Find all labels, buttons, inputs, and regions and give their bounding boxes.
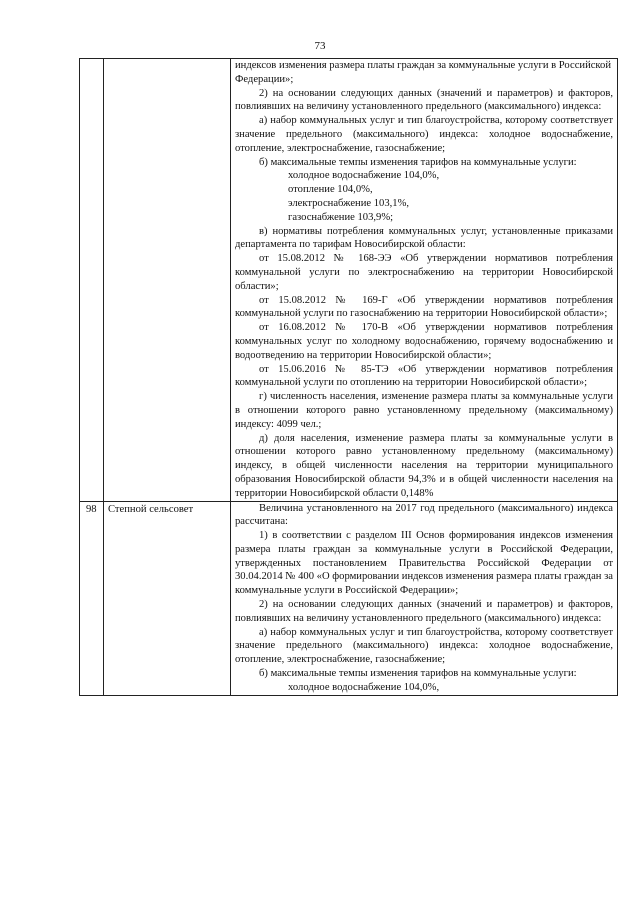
row-number: 98 — [86, 503, 97, 515]
order-reference: от 15.08.2012 № 169-Г «Об утверждении нормативов потребления коммунальной услуги по газоснабжению на территории Новосибирской области»; — [235, 294, 613, 320]
order-reference: от 16.08.2012 № 170-В «Об утверждении нормативов потребления коммунальных услуг по холодному водоснабжению, горячему водоснабжению и водоотведению на территории Новосибирской области»; — [235, 322, 613, 361]
justification-text — [231, 59, 617, 501]
settlement-name — [104, 59, 230, 60]
paragraph: 1) в соответствии с разделом III Основ формирования индексов изменения размера платы граждан за коммунальные услуги в Российской Федерации, утвержденных постановлением Правительства Российской Федерации от 30.04.2014 № 400 «О формировании индексов изменения размера платы граждан за коммунальные услуги в Российской Федерации»; — [235, 530, 613, 597]
tariff-item: отопление 104,0%, — [288, 184, 373, 196]
tariff-item: холодное водоснабжение 104,0%, — [288, 170, 440, 182]
tariff-item: холодное водоснабжение 104,0%, — [288, 681, 440, 693]
paragraph: д) доля населения, изменение размера платы за коммунальные услуги в отношении которого равно установленному предельному (максимальному) индексу, в общей численности населения на территории муниципального образования Новосибирской области 94,3% и в общей численности населения на территории Новосибирской области 0,148% — [235, 432, 613, 499]
paragraph: б) максимальные темпы изменения тарифов на коммунальные услуги: — [259, 668, 577, 680]
order-reference: от 15.06.2016 № 85-ТЭ «Об утверждении нормативов потребления коммунальной услуги по отоплению на территории Новосибирской области»; — [235, 363, 613, 389]
paragraph: Величина установленного на 2017 год предельного (максимального) индекса рассчитана: — [235, 502, 613, 528]
tariff-index-table — [79, 58, 618, 696]
row-number — [80, 59, 103, 60]
settlement-name: Степной сельсовет — [108, 503, 194, 515]
paragraph: 2) на основании следующих данных (значений и параметров) и факторов, повлиявших на величину установленного предельного (максимального) индекса: — [235, 87, 613, 113]
paragraph: а) набор коммунальных услуг и тип благоустройства, которому соответствует значение предельного (максимального) индекса: холодное водоснабжение, отопление, электроснабжение, газоснабжение; — [235, 626, 613, 666]
justification-cell — [231, 59, 618, 502]
settlement-name-cell — [104, 59, 231, 502]
settlement-name-cell — [104, 501, 231, 695]
justification-cell — [231, 501, 618, 695]
table-row-98 — [80, 501, 618, 695]
table-row-continuation — [80, 59, 618, 502]
paragraph: а) набор коммунальных услуг и тип благоустройства, которому соответствует значение предельного (максимального) индекса: холодное водоснабжение, отопление, электроснабжение, газоснабжение; — [235, 115, 613, 154]
paragraph: индексов изменения размера платы граждан за коммунальные услуги в Российской Федерации»; — [235, 60, 612, 85]
justification-text — [231, 502, 617, 695]
paragraph: 2) на основании следующих данных (значений и параметров) и факторов, повлиявших на величину установленного предельного (максимального) индекса: — [235, 599, 613, 624]
tariff-item: электроснабжение 103,1%, — [288, 197, 410, 209]
order-reference: от 15.08.2012 № 168-ЭЭ «Об утверждении нормативов потребления коммунальной услуги по электроснабжению на территории Новосибирской области»; — [235, 253, 613, 292]
row-number-cell — [80, 59, 104, 502]
paragraph: в) нормативы потребления коммунальных услуг, установленные приказами департамента по тарифам Новосибирской области: — [235, 225, 613, 251]
paragraph: г) численность населения, изменение размера платы за коммунальные услуги в отношении которого равно установленному предельному (максимальному) индексу: 4099 чел.; — [235, 391, 613, 430]
paragraph: б) максимальные темпы изменения тарифов на коммунальные услуги: — [259, 156, 577, 168]
tariff-item: газоснабжение 103,9%; — [288, 211, 394, 223]
page-number: 73 — [314, 40, 326, 52]
row-number-cell — [80, 501, 104, 695]
